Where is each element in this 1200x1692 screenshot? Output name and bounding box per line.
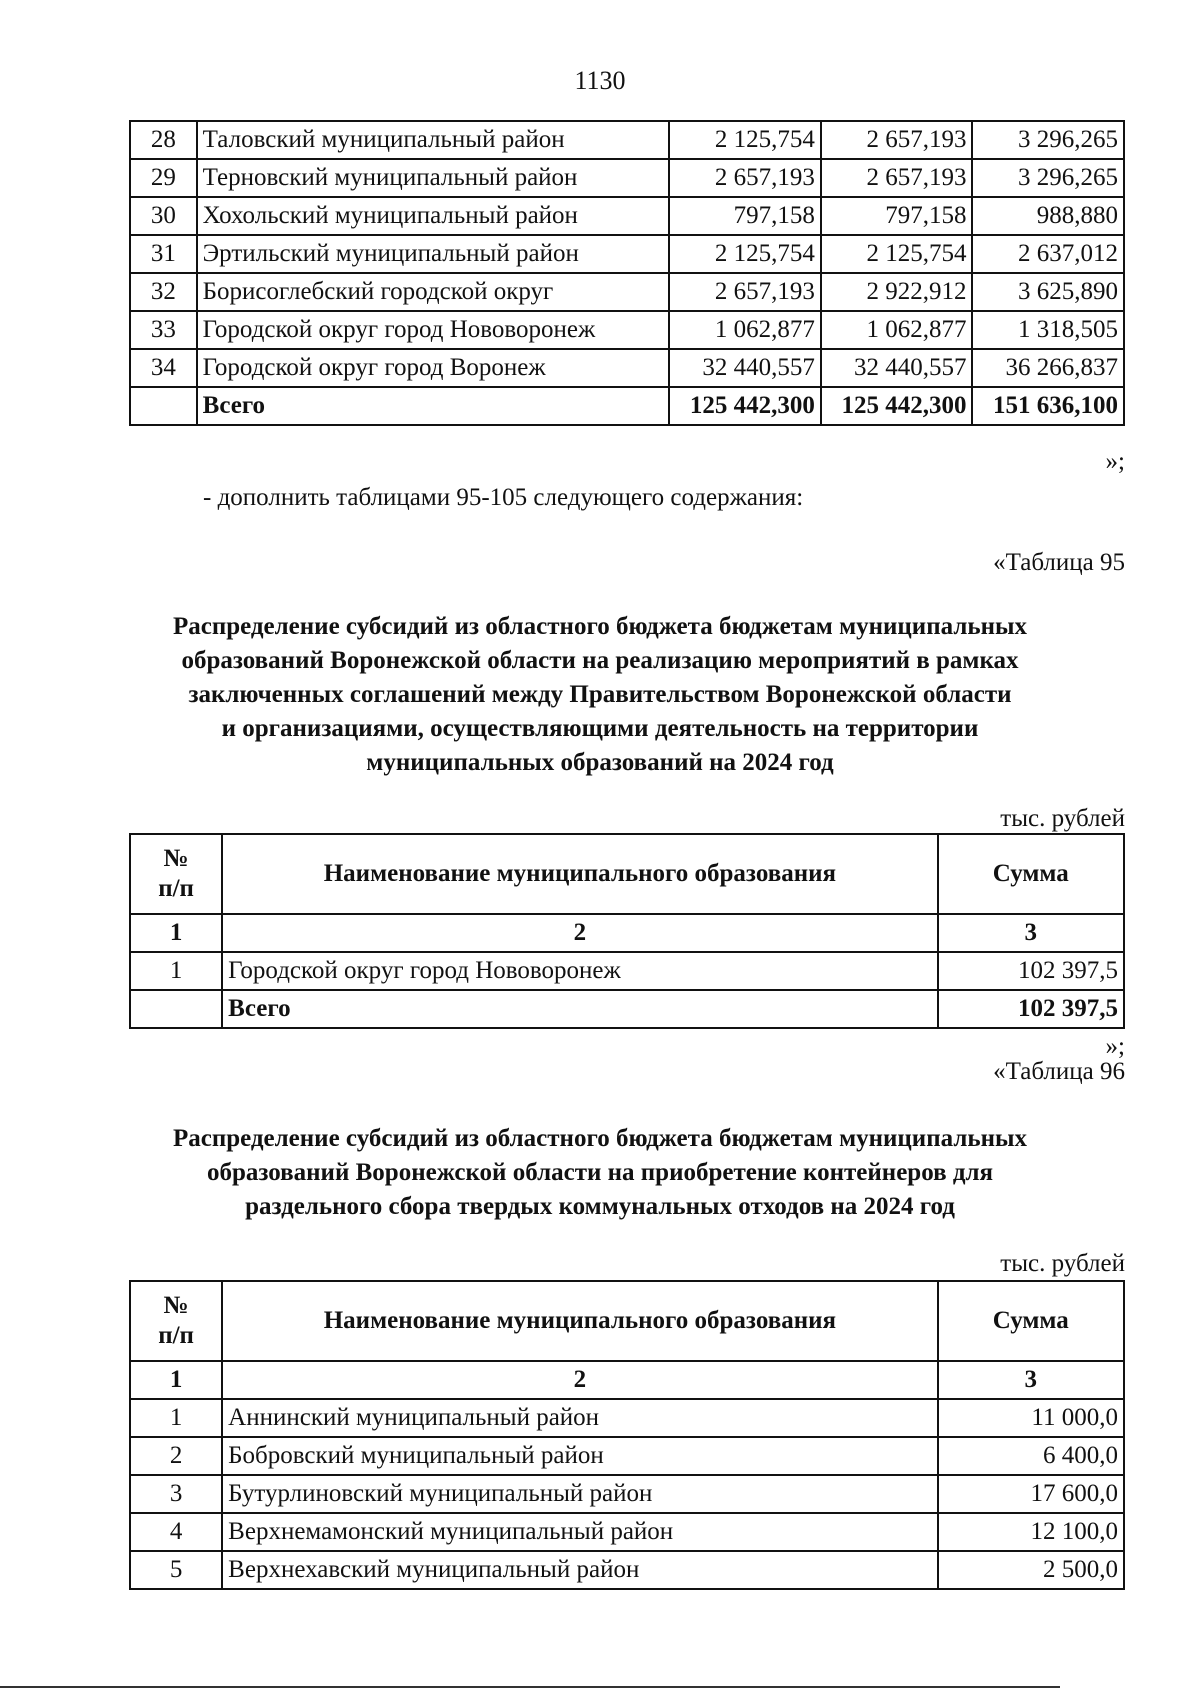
value-cell: 3 625,890 [972, 273, 1124, 311]
municipality-name: Борисоглебский городской округ [197, 273, 670, 311]
row-number: 30 [130, 197, 197, 235]
row-number: 28 [130, 121, 197, 159]
value-cell: 2 125,754 [669, 121, 821, 159]
table-row [130, 1513, 1124, 1551]
title-line: заключенных соглашений между Правительством Воронежской области [188, 681, 1012, 708]
column-number: 3 [938, 1361, 1124, 1399]
header-number-sign: № [163, 1292, 189, 1319]
header-number-sign: № [163, 845, 189, 872]
municipality-name: Верхнемамонский муниципальный район [222, 1513, 937, 1551]
table-95-title [120, 610, 1080, 780]
table-row [130, 349, 1124, 387]
municipality-name: Городской округ город Нововоронеж [197, 311, 670, 349]
table-95-label: «Таблица 95 [993, 549, 1125, 576]
value-cell: 2 657,193 [821, 159, 973, 197]
municipality-name: Городской округ город Воронеж [197, 349, 670, 387]
header-row [130, 834, 1124, 914]
total-value: 125 442,300 [669, 387, 821, 425]
sum-cell: 12 100,0 [938, 1513, 1124, 1551]
municipality-name: Верхнехавский муниципальный район [222, 1551, 937, 1589]
page-bottom-rule [0, 1686, 1060, 1688]
row-number: 31 [130, 235, 197, 273]
column-number: 2 [222, 1361, 937, 1399]
total-value: 151 636,100 [972, 387, 1124, 425]
total-label: Всего [222, 990, 937, 1028]
row-number: 33 [130, 311, 197, 349]
closing-quote: »; [1105, 1033, 1125, 1060]
table-row [130, 235, 1124, 273]
row-number: 32 [130, 273, 197, 311]
sum-cell: 2 500,0 [938, 1551, 1124, 1589]
header-number [130, 834, 222, 914]
value-cell: 797,158 [821, 197, 973, 235]
municipality-name: Бобровский муниципальный район [222, 1437, 937, 1475]
value-cell: 988,880 [972, 197, 1124, 235]
column-number-row [130, 1361, 1124, 1399]
row-number: 2 [130, 1437, 222, 1475]
row-number: 1 [130, 952, 222, 990]
header-number [130, 1281, 222, 1361]
table-row [130, 121, 1124, 159]
closing-quote: »; [1105, 448, 1125, 475]
title-line: Распределение субсидий из областного бюджета бюджетам муниципальных [172, 1125, 1028, 1152]
sum-cell: 6 400,0 [938, 1437, 1124, 1475]
title-line: и организациями, осуществляющими деятельность на территории [221, 715, 979, 742]
title-line: муниципальных образований на 2024 год [366, 749, 834, 776]
value-cell: 2 922,912 [821, 273, 973, 311]
value-cell: 32 440,557 [669, 349, 821, 387]
municipality-name: Бутурлиновский муниципальный район [222, 1475, 937, 1513]
row-number: 34 [130, 349, 197, 387]
row-number: 1 [130, 1399, 222, 1437]
table-row [130, 952, 1124, 990]
value-cell: 797,158 [669, 197, 821, 235]
value-cell: 36 266,837 [972, 349, 1124, 387]
sum-cell: 102 397,5 [938, 952, 1124, 990]
value-cell: 2 125,754 [669, 235, 821, 273]
value-cell: 1 062,877 [669, 311, 821, 349]
supplement-text: - дополнить таблицами 95-105 следующего содержания: [203, 484, 804, 511]
table-row [130, 159, 1124, 197]
column-number: 2 [222, 914, 937, 952]
municipality-name: Эртильский муниципальный район [197, 235, 670, 273]
table-row [130, 1475, 1124, 1513]
sum-cell: 11 000,0 [938, 1399, 1124, 1437]
total-row [130, 387, 1124, 425]
row-number: 4 [130, 1513, 222, 1551]
value-cell: 2 637,012 [972, 235, 1124, 273]
municipality-name: Таловский муниципальный район [197, 121, 670, 159]
row-number: 3 [130, 1475, 222, 1513]
municipality-name: Городской округ город Нововоронеж [222, 952, 937, 990]
unit-label: тыс. рублей [1000, 1250, 1125, 1277]
total-row [130, 990, 1124, 1028]
column-number: 1 [130, 914, 222, 952]
table-row [130, 197, 1124, 235]
value-cell: 32 440,557 [821, 349, 973, 387]
column-number: 3 [938, 914, 1124, 952]
value-cell: 2 657,193 [669, 159, 821, 197]
value-cell: 3 296,265 [972, 121, 1124, 159]
value-cell: 2 125,754 [821, 235, 973, 273]
header-row [130, 1281, 1124, 1361]
table-row [130, 1399, 1124, 1437]
municipality-name: Хохольский муниципальный район [197, 197, 670, 235]
row-number: 5 [130, 1551, 222, 1589]
row-number [130, 990, 222, 1028]
total-value: 102 397,5 [938, 990, 1124, 1028]
table-95 [129, 833, 1125, 1029]
value-cell: 1 062,877 [821, 311, 973, 349]
total-label: Всего [197, 387, 670, 425]
municipality-name: Терновский муниципальный район [197, 159, 670, 197]
sum-cell: 17 600,0 [938, 1475, 1124, 1513]
table-96 [129, 1280, 1125, 1590]
title-line: образований Воронежской области на приобретение контейнеров для [206, 1159, 994, 1186]
title-line: образований Воронежской области на реализацию мероприятий в рамках [181, 647, 1019, 674]
header-sum: Сумма [938, 834, 1124, 914]
row-number [130, 387, 197, 425]
column-number: 1 [130, 1361, 222, 1399]
title-line: Распределение субсидий из областного бюджета бюджетам муниципальных [172, 613, 1028, 640]
table-row [130, 1551, 1124, 1589]
value-cell: 1 318,505 [972, 311, 1124, 349]
table-96-label: «Таблица 96 [993, 1058, 1125, 1085]
unit-label: тыс. рублей [1000, 805, 1125, 832]
header-name: Наименование муниципального образования [222, 834, 937, 914]
header-sum: Сумма [938, 1281, 1124, 1361]
value-cell: 2 657,193 [821, 121, 973, 159]
header-name: Наименование муниципального образования [222, 1281, 937, 1361]
header-number-abbr: п/п [158, 875, 194, 902]
table-96-title [120, 1122, 1080, 1224]
column-number-row [130, 914, 1124, 952]
table-row [130, 311, 1124, 349]
municipality-name: Аннинский муниципальный район [222, 1399, 937, 1437]
table-row [130, 1437, 1124, 1475]
header-number-abbr: п/п [158, 1322, 194, 1349]
title-line: раздельного сбора твердых коммунальных отходов на 2024 год [245, 1193, 955, 1220]
continuation-table [129, 120, 1125, 426]
page-number: 1130 [574, 66, 626, 95]
value-cell: 3 296,265 [972, 159, 1124, 197]
total-value: 125 442,300 [821, 387, 973, 425]
row-number: 29 [130, 159, 197, 197]
value-cell: 2 657,193 [669, 273, 821, 311]
table-row [130, 273, 1124, 311]
